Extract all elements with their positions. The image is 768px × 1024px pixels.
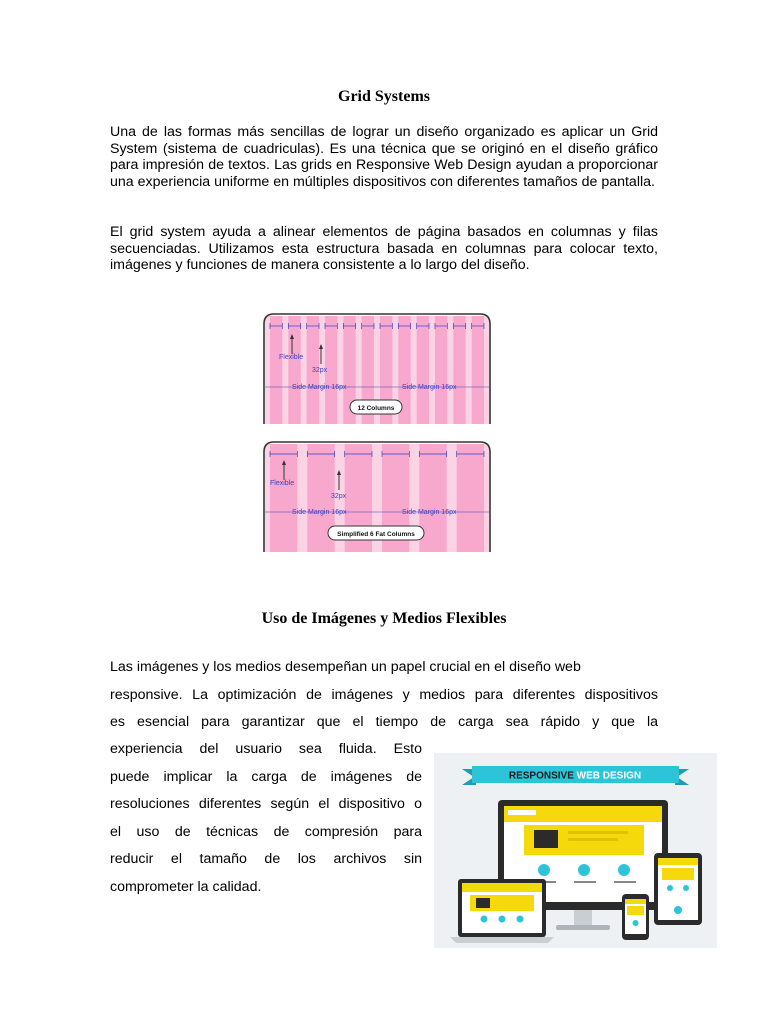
tablet-feature-icon [683, 885, 689, 891]
grid-column [417, 316, 429, 424]
gutter-label: 32px [312, 367, 328, 374]
desktop-text [574, 881, 596, 883]
text-line: reducir el tamaño de los archivos sin [110, 851, 422, 867]
paragraph-media-full-width [110, 654, 658, 737]
columns-pill-label: Simplified 6 Fat Columns [337, 531, 415, 538]
tablet-feature-icon [674, 906, 682, 914]
grid-column [435, 316, 447, 424]
laptop-header [462, 883, 542, 892]
desktop-hero-image-icon [534, 830, 558, 848]
side-margin-left-label: Side Margin 16px [292, 384, 347, 391]
paragraph-media-wrapped [110, 736, 422, 901]
phone-hero [627, 906, 644, 915]
flexible-label: Flexible [270, 480, 295, 487]
banner-title: RESPONSIVE WEB DESIGN [508, 770, 642, 782]
monitor-stand [574, 910, 592, 926]
laptop-keyboard-base [450, 937, 554, 943]
side-margin-left-label: Side Margin 16px [292, 509, 347, 516]
grid-column [270, 316, 282, 424]
columns-pill-label: 12 Columns [357, 405, 395, 412]
desktop-hero-text [568, 831, 628, 834]
laptop-feature-icon [499, 916, 506, 923]
phone-header [625, 899, 646, 904]
flexible-label: Flexible [279, 354, 304, 361]
desktop-logo [508, 810, 536, 815]
desktop-feature-icon [578, 864, 590, 876]
desktop-feature-icon [538, 864, 550, 876]
section-title-flexible-media: Uso de Imágenes y Medios Flexibles [261, 610, 507, 627]
grid-column [457, 444, 484, 552]
tablet-feature-icon [667, 885, 673, 891]
grid-column [288, 316, 300, 424]
text-line: responsive. La optimización de imágenes y medios para diferentes dispositivos [110, 686, 658, 703]
responsive-devices-illustration [434, 753, 717, 948]
text-line: es esencial para garantizar que el tiempo de carga sea rápido y que la [110, 714, 658, 730]
grid-columns-illustration [262, 312, 492, 552]
text-line: Las imágenes y los medios desempeñan un papel crucial en el diseño web [110, 659, 581, 675]
laptop-feature-icon [481, 916, 488, 923]
text-line: comprometer la calidad. [110, 878, 262, 895]
grid-panel-12-columns [262, 312, 492, 424]
grid-columns-figure [262, 312, 492, 552]
tablet-hero [662, 868, 694, 880]
section-title-grid-systems: Grid Systems [338, 88, 430, 105]
desktop-hero-text [568, 838, 618, 841]
grid-column [472, 316, 484, 424]
monitor-base [556, 925, 610, 930]
desktop-feature-icon [618, 864, 630, 876]
paragraph-grid-intro: Una de las formas más sencillas de lograr un diseño organizado es aplicar un Grid System (sistema de cuadriculas). Es una técnica que se originó en el diseño gráfico para impresión de textos. Las grids en Responsive Web Design ayudan a proporcionar una experiencia uniforme en múltiples dispositivos con diferentes tamaños de pantalla. [110, 124, 658, 190]
tablet-header [658, 858, 698, 865]
desktop-text [614, 881, 636, 883]
text-line: el uso de técnicas de compresión para [110, 823, 422, 840]
side-margin-right-label: Side Margin 16px [402, 384, 457, 391]
grid-panel-6-columns [262, 440, 492, 552]
text-line: resoluciones diferentes según el dispositivo o [110, 796, 422, 812]
responsive-web-design-figure [434, 753, 717, 948]
paragraph-grid-alignment: El grid system ayuda a alinear elementos de página basados en columnas y filas secuenciadas. Utilizamos esta estructura basada en columnas para colocar texto, imágenes y funciones de manera consistente a lo largo del diseño. [110, 224, 658, 273]
side-margin-right-label: Side Margin 16px [402, 509, 457, 516]
phone-screen [625, 899, 646, 934]
grid-column [270, 444, 297, 552]
text-line: experiencia del usuario sea fluida. Esto [110, 741, 422, 757]
gutter-label: 32px [331, 493, 347, 500]
grid-column [453, 316, 465, 424]
text-line: puede implicar la carga de imágenes de [110, 768, 422, 785]
phone-feature-icon [633, 920, 639, 926]
laptop-image-icon [476, 898, 490, 908]
laptop-feature-icon [517, 916, 524, 923]
